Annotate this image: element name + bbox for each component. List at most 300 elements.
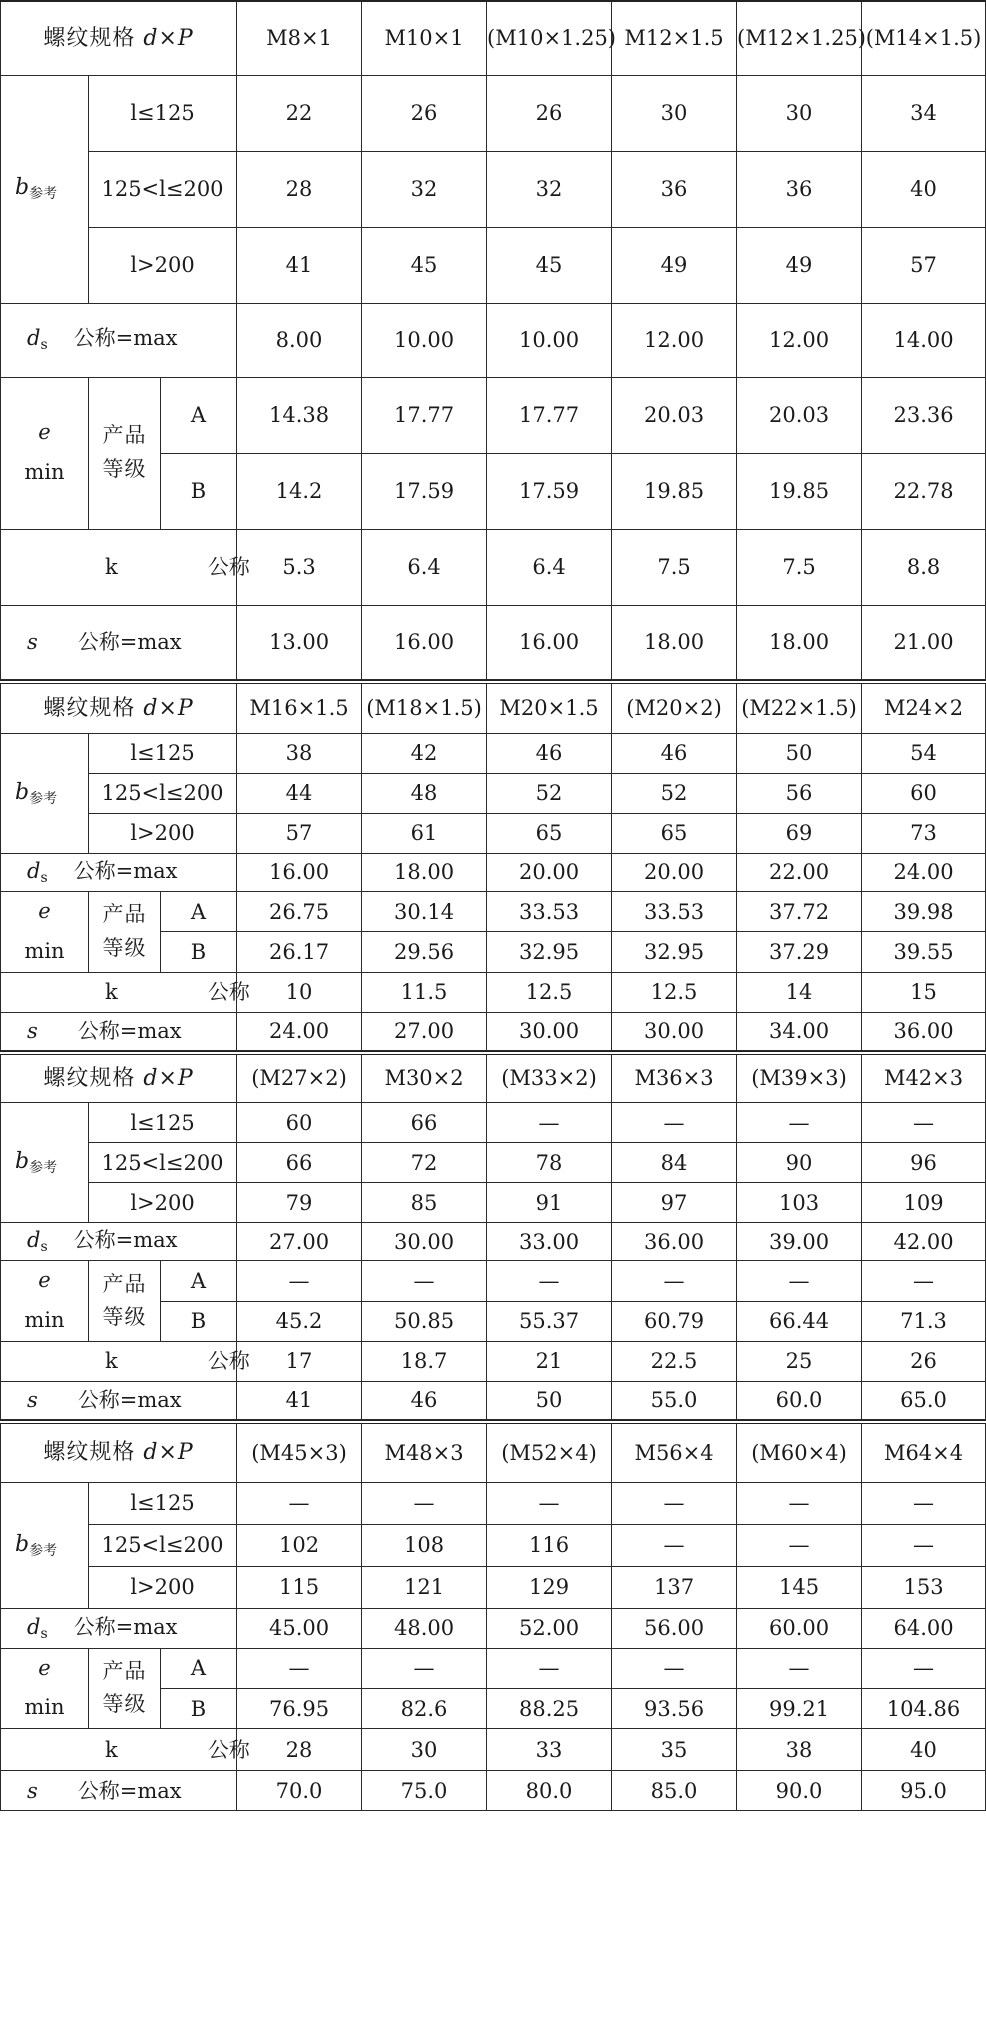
spec-value: M16×1.5 (237, 682, 362, 734)
e-min-label (1, 1261, 89, 1342)
table-row-s (1, 605, 986, 679)
e-a-value: — (487, 1648, 612, 1688)
table-row-b (1, 814, 986, 854)
b-value: 57 (237, 814, 362, 854)
k-label (1, 1342, 250, 1382)
e-symbol: e (38, 1655, 51, 1680)
s-value: 18.00 (612, 605, 737, 679)
b-subscript: 参考 (29, 1160, 58, 1177)
ds-label (1, 854, 237, 892)
table-row-b (1, 734, 986, 774)
e-a-value: — (487, 1261, 612, 1301)
grade-a-label: A (161, 1261, 237, 1301)
b-value: 85 (362, 1183, 487, 1223)
product-grade-label (89, 892, 161, 973)
b-value: — (612, 1103, 737, 1143)
ds-symbol: d (27, 858, 41, 883)
spec-table-block-4 (0, 1420, 986, 1811)
b-value: 61 (362, 814, 487, 854)
b-value: 41 (237, 227, 362, 303)
grade-label: 等级 (102, 1305, 147, 1330)
e-symbol: e (38, 420, 51, 445)
b-value: 32 (362, 151, 487, 227)
spec-header-cell (1, 1422, 237, 1482)
s-value: 50 (487, 1382, 612, 1420)
ds-label (1, 303, 237, 377)
table-row-k (1, 1729, 986, 1771)
e-a-value: — (612, 1648, 737, 1688)
b-value: 56 (737, 774, 862, 814)
e-a-value: 30.14 (362, 892, 487, 932)
b-symbol: b (15, 175, 30, 201)
b-value: 54 (862, 734, 986, 774)
condition-label: l≤125 (89, 1482, 237, 1524)
table-row-k (1, 1342, 986, 1382)
ds-subscript: s (40, 1625, 48, 1642)
s-value: 36.00 (862, 1012, 986, 1050)
ds-value: 14.00 (862, 303, 986, 377)
table-row-e-a (1, 377, 986, 453)
spec-var: d×P (143, 1440, 194, 1466)
condition-label: l≤125 (89, 75, 237, 151)
min-label: min (24, 1308, 65, 1333)
b-value: 73 (862, 814, 986, 854)
ds-label (1, 1608, 237, 1648)
b-value: 26 (487, 75, 612, 151)
b-value: 60 (237, 1103, 362, 1143)
table-row-s (1, 1012, 986, 1050)
b-value: — (737, 1524, 862, 1566)
b-value: 72 (362, 1143, 487, 1183)
b-value: 103 (737, 1183, 862, 1223)
e-b-value: 37.29 (737, 932, 862, 972)
b-value: 28 (237, 151, 362, 227)
b-value: 45 (487, 227, 612, 303)
spec-value: (M60×4) (737, 1422, 862, 1482)
s-label (1, 1012, 237, 1050)
e-a-value: 20.03 (612, 377, 737, 453)
spec-value: (M27×2) (237, 1053, 362, 1103)
grade-b-label: B (161, 932, 237, 972)
b-value: 49 (612, 227, 737, 303)
k-value: 28 (237, 1729, 362, 1771)
e-a-value: 37.72 (737, 892, 862, 932)
b-value: 69 (737, 814, 862, 854)
table-row-spec (1, 682, 986, 734)
s-value: 30.00 (487, 1012, 612, 1050)
e-a-value: 33.53 (612, 892, 737, 932)
b-symbol: b (15, 1149, 30, 1175)
spec-header-cell (1, 1053, 237, 1103)
b-ref-label (1, 75, 89, 303)
ds-value: 12.00 (737, 303, 862, 377)
k-value: 25 (737, 1342, 862, 1382)
table-row-k (1, 972, 986, 1012)
table-row-b (1, 1103, 986, 1143)
s-value: 95.0 (862, 1771, 986, 1811)
b-value: 48 (362, 774, 487, 814)
s-value: 70.0 (237, 1771, 362, 1811)
ds-symbol: d (27, 1228, 41, 1253)
nominal-label: 公称 (207, 554, 250, 579)
product-label: 产品 (102, 902, 147, 927)
spec-value: M36×3 (612, 1053, 737, 1103)
ds-value: 12.00 (612, 303, 737, 377)
spec-value: (M39×3) (737, 1053, 862, 1103)
b-ref-label (1, 1103, 89, 1223)
e-a-value: — (737, 1261, 862, 1301)
b-value: — (612, 1482, 737, 1524)
e-b-value: 19.85 (612, 453, 737, 529)
grade-a-label: A (161, 892, 237, 932)
k-value: 7.5 (612, 529, 737, 605)
nominal-max-label: 公称=max (77, 1388, 182, 1413)
nominal-label: 公称 (207, 1349, 250, 1374)
table-row-spec (1, 1, 986, 75)
ds-value: 16.00 (237, 854, 362, 892)
table-row-e-a (1, 892, 986, 932)
e-symbol: e (38, 899, 51, 923)
k-label (1, 529, 250, 605)
k-value: 22.5 (612, 1342, 737, 1382)
k-symbol: k (105, 1737, 118, 1762)
grade-a-label: A (161, 377, 237, 453)
b-ref-label (1, 1482, 89, 1608)
spec-value: (M52×4) (487, 1422, 612, 1482)
b-value: 84 (612, 1143, 737, 1183)
ds-value: 42.00 (862, 1223, 986, 1261)
s-value: 46 (362, 1382, 487, 1420)
s-value: 24.00 (237, 1012, 362, 1050)
k-value: 40 (862, 1729, 986, 1771)
s-label (1, 1382, 237, 1420)
k-value: 12.5 (612, 972, 737, 1012)
b-value: — (862, 1482, 986, 1524)
spec-value: M48×3 (362, 1422, 487, 1482)
spec-header-cell (1, 682, 237, 734)
k-value: 33 (487, 1729, 612, 1771)
k-symbol: k (105, 1349, 118, 1374)
e-a-value: — (237, 1261, 362, 1301)
b-value: 36 (737, 151, 862, 227)
s-symbol: s (27, 1778, 38, 1803)
s-value: 21.00 (862, 605, 986, 679)
s-value: 80.0 (487, 1771, 612, 1811)
s-symbol: s (27, 629, 38, 654)
b-ref-label (1, 734, 89, 854)
b-value: 116 (487, 1524, 612, 1566)
k-value: 12.5 (487, 972, 612, 1012)
s-value: 18.00 (737, 605, 862, 679)
e-a-value: 33.53 (487, 892, 612, 932)
b-value: — (737, 1482, 862, 1524)
k-value: 15 (862, 972, 986, 1012)
e-b-value: 39.55 (862, 932, 986, 972)
condition-label: 125<l≤200 (89, 774, 237, 814)
grade-b-label: B (161, 1688, 237, 1728)
spec-value: M42×3 (862, 1053, 986, 1103)
s-label (1, 605, 237, 679)
ds-value: 39.00 (737, 1223, 862, 1261)
b-value: 137 (612, 1566, 737, 1608)
e-a-value: 26.75 (237, 892, 362, 932)
spec-value: (M22×1.5) (737, 682, 862, 734)
b-value: 109 (862, 1183, 986, 1223)
e-symbol: e (38, 1268, 51, 1293)
k-value: 18.7 (362, 1342, 487, 1382)
e-b-value: 14.2 (237, 453, 362, 529)
table-row-b (1, 1143, 986, 1183)
e-a-value: — (737, 1648, 862, 1688)
b-value: 32 (487, 151, 612, 227)
ds-value: 22.00 (737, 854, 862, 892)
ds-value: 27.00 (237, 1223, 362, 1261)
e-b-value: 76.95 (237, 1688, 362, 1728)
k-value: 11.5 (362, 972, 487, 1012)
b-subscript: 参考 (29, 790, 58, 807)
s-value: 60.0 (737, 1382, 862, 1420)
e-a-value: — (612, 1261, 737, 1301)
ds-value: 18.00 (362, 854, 487, 892)
spec-value: (M45×3) (237, 1422, 362, 1482)
e-b-value: 60.79 (612, 1301, 737, 1341)
spec-header-cell (1, 1, 237, 75)
table-row-s (1, 1382, 986, 1420)
ds-subscript: s (40, 869, 48, 886)
product-label: 产品 (102, 423, 147, 448)
table-row-b (1, 774, 986, 814)
b-value: 121 (362, 1566, 487, 1608)
k-value: 26 (862, 1342, 986, 1382)
b-symbol: b (15, 779, 30, 805)
ds-value: 48.00 (362, 1608, 487, 1648)
table-row-spec (1, 1053, 986, 1103)
e-b-value: 71.3 (862, 1301, 986, 1341)
e-min-label (1, 1648, 89, 1729)
table-row-spec (1, 1422, 986, 1482)
b-value: 26 (362, 75, 487, 151)
s-value: 90.0 (737, 1771, 862, 1811)
spec-value: (M33×2) (487, 1053, 612, 1103)
s-value: 55.0 (612, 1382, 737, 1420)
s-label (1, 1771, 237, 1811)
k-value: 6.4 (362, 529, 487, 605)
k-symbol: k (105, 980, 118, 1005)
nominal-max-label: 公称=max (73, 1614, 178, 1639)
b-value: 65 (612, 814, 737, 854)
table-row-ds (1, 854, 986, 892)
s-value: 75.0 (362, 1771, 487, 1811)
b-symbol: b (15, 1531, 30, 1557)
e-b-value: 88.25 (487, 1688, 612, 1728)
b-value: 49 (737, 227, 862, 303)
nominal-max-label: 公称=max (77, 629, 182, 654)
nominal-max-label: 公称=max (77, 1019, 182, 1044)
b-value: 65 (487, 814, 612, 854)
ds-value: 64.00 (862, 1608, 986, 1648)
k-value: 17 (237, 1342, 362, 1382)
spec-value: (M10×1.25) (487, 1, 612, 75)
condition-label: 125<l≤200 (89, 1524, 237, 1566)
b-value: — (862, 1524, 986, 1566)
s-value: 65.0 (862, 1382, 986, 1420)
e-a-value: 17.77 (362, 377, 487, 453)
s-symbol: s (27, 1019, 38, 1044)
b-subscript: 参考 (29, 186, 58, 203)
b-value: 52 (487, 774, 612, 814)
condition-label: l>200 (89, 1183, 237, 1223)
b-value: — (362, 1482, 487, 1524)
ds-value: 36.00 (612, 1223, 737, 1261)
product-grade-label (89, 1648, 161, 1729)
e-b-value: 93.56 (612, 1688, 737, 1728)
product-label: 产品 (102, 1271, 147, 1296)
b-value: 90 (737, 1143, 862, 1183)
b-value: 50 (737, 734, 862, 774)
nominal-max-label: 公称=max (73, 1228, 178, 1253)
e-b-value: 104.86 (862, 1688, 986, 1728)
b-value: 42 (362, 734, 487, 774)
e-a-value: — (362, 1261, 487, 1301)
k-value: 10 (237, 972, 362, 1012)
product-grade-label (89, 1261, 161, 1342)
spec-value: (M14×1.5) (862, 1, 986, 75)
table-row-e-a (1, 1648, 986, 1688)
e-a-value: 23.36 (862, 377, 986, 453)
spec-table-block-1 (0, 0, 986, 680)
e-a-value: 14.38 (237, 377, 362, 453)
e-b-value: 50.85 (362, 1301, 487, 1341)
e-b-value: 82.6 (362, 1688, 487, 1728)
s-value: 30.00 (612, 1012, 737, 1050)
e-a-value: 20.03 (737, 377, 862, 453)
e-a-value: — (862, 1261, 986, 1301)
k-label (1, 972, 250, 1012)
b-value: 22 (237, 75, 362, 151)
table-row-b (1, 151, 986, 227)
condition-label: l>200 (89, 1566, 237, 1608)
b-subscript: 参考 (29, 1542, 58, 1559)
table-row-ds (1, 1608, 986, 1648)
ds-value: 20.00 (612, 854, 737, 892)
b-value: 66 (237, 1143, 362, 1183)
b-value: 38 (237, 734, 362, 774)
table-row-b (1, 75, 986, 151)
nominal-max-label: 公称=max (73, 858, 178, 883)
s-value: 34.00 (737, 1012, 862, 1050)
ds-value: 52.00 (487, 1608, 612, 1648)
ds-value: 45.00 (237, 1608, 362, 1648)
b-value: 57 (862, 227, 986, 303)
s-value: 16.00 (362, 605, 487, 679)
e-b-value: 55.37 (487, 1301, 612, 1341)
grade-a-label: A (161, 1648, 237, 1688)
condition-label: l≤125 (89, 734, 237, 774)
condition-label: l>200 (89, 814, 237, 854)
table-row-e-a (1, 1261, 986, 1301)
e-a-value: — (362, 1648, 487, 1688)
e-b-value: 26.17 (237, 932, 362, 972)
b-value: — (737, 1103, 862, 1143)
k-label (1, 1729, 250, 1771)
e-b-value: 66.44 (737, 1301, 862, 1341)
table-row-ds (1, 303, 986, 377)
spec-value: M24×2 (862, 682, 986, 734)
b-value: 34 (862, 75, 986, 151)
product-label: 产品 (102, 1658, 147, 1683)
b-value: — (487, 1482, 612, 1524)
e-min-label (1, 892, 89, 973)
b-value: 66 (362, 1103, 487, 1143)
product-grade-label (89, 377, 161, 529)
spec-label: 螺纹规格 (43, 25, 136, 51)
table-row-b (1, 227, 986, 303)
spec-var: d×P (143, 25, 194, 51)
spec-value: M64×4 (862, 1422, 986, 1482)
k-value: 35 (612, 1729, 737, 1771)
min-label: min (24, 938, 65, 963)
ds-value: 10.00 (362, 303, 487, 377)
ds-value: 56.00 (612, 1608, 737, 1648)
b-value: 46 (612, 734, 737, 774)
ds-label (1, 1223, 237, 1261)
table-row-b (1, 1566, 986, 1608)
b-value: 97 (612, 1183, 737, 1223)
condition-label: 125<l≤200 (89, 1143, 237, 1183)
nominal-label: 公称 (207, 1737, 250, 1762)
k-value: 21 (487, 1342, 612, 1382)
ds-value: 24.00 (862, 854, 986, 892)
spec-value: (M20×2) (612, 682, 737, 734)
ds-value: 20.00 (487, 854, 612, 892)
min-label: min (24, 460, 65, 484)
s-symbol: s (27, 1388, 38, 1413)
k-value: 8.8 (862, 529, 986, 605)
b-value: 40 (862, 151, 986, 227)
k-value: 7.5 (737, 529, 862, 605)
k-value: 6.4 (487, 529, 612, 605)
nominal-max-label: 公称=max (77, 1778, 182, 1803)
grade-label: 等级 (102, 935, 147, 960)
e-a-value: 17.77 (487, 377, 612, 453)
b-value: 45 (362, 227, 487, 303)
grade-b-label: B (161, 1301, 237, 1341)
s-value: 41 (237, 1382, 362, 1420)
e-b-value: 99.21 (737, 1688, 862, 1728)
spec-value: (M18×1.5) (362, 682, 487, 734)
k-value: 5.3 (237, 529, 362, 605)
spec-table-block-3 (0, 1051, 986, 1420)
b-value: 30 (737, 75, 862, 151)
ds-value: 30.00 (362, 1223, 487, 1261)
spec-value: M12×1.5 (612, 1, 737, 75)
e-a-value: — (237, 1648, 362, 1688)
b-value: 52 (612, 774, 737, 814)
b-value: 115 (237, 1566, 362, 1608)
s-value: 16.00 (487, 605, 612, 679)
ds-symbol: d (27, 326, 41, 351)
spec-table-block-2 (0, 680, 986, 1051)
e-b-value: 19.85 (737, 453, 862, 529)
spec-value: M8×1 (237, 1, 362, 75)
b-value: 96 (862, 1143, 986, 1183)
e-b-value: 32.95 (487, 932, 612, 972)
grade-label: 等级 (102, 457, 147, 481)
b-value: 60 (862, 774, 986, 814)
ds-value: 10.00 (487, 303, 612, 377)
spec-var: d×P (143, 695, 194, 721)
e-b-value: 29.56 (362, 932, 487, 972)
